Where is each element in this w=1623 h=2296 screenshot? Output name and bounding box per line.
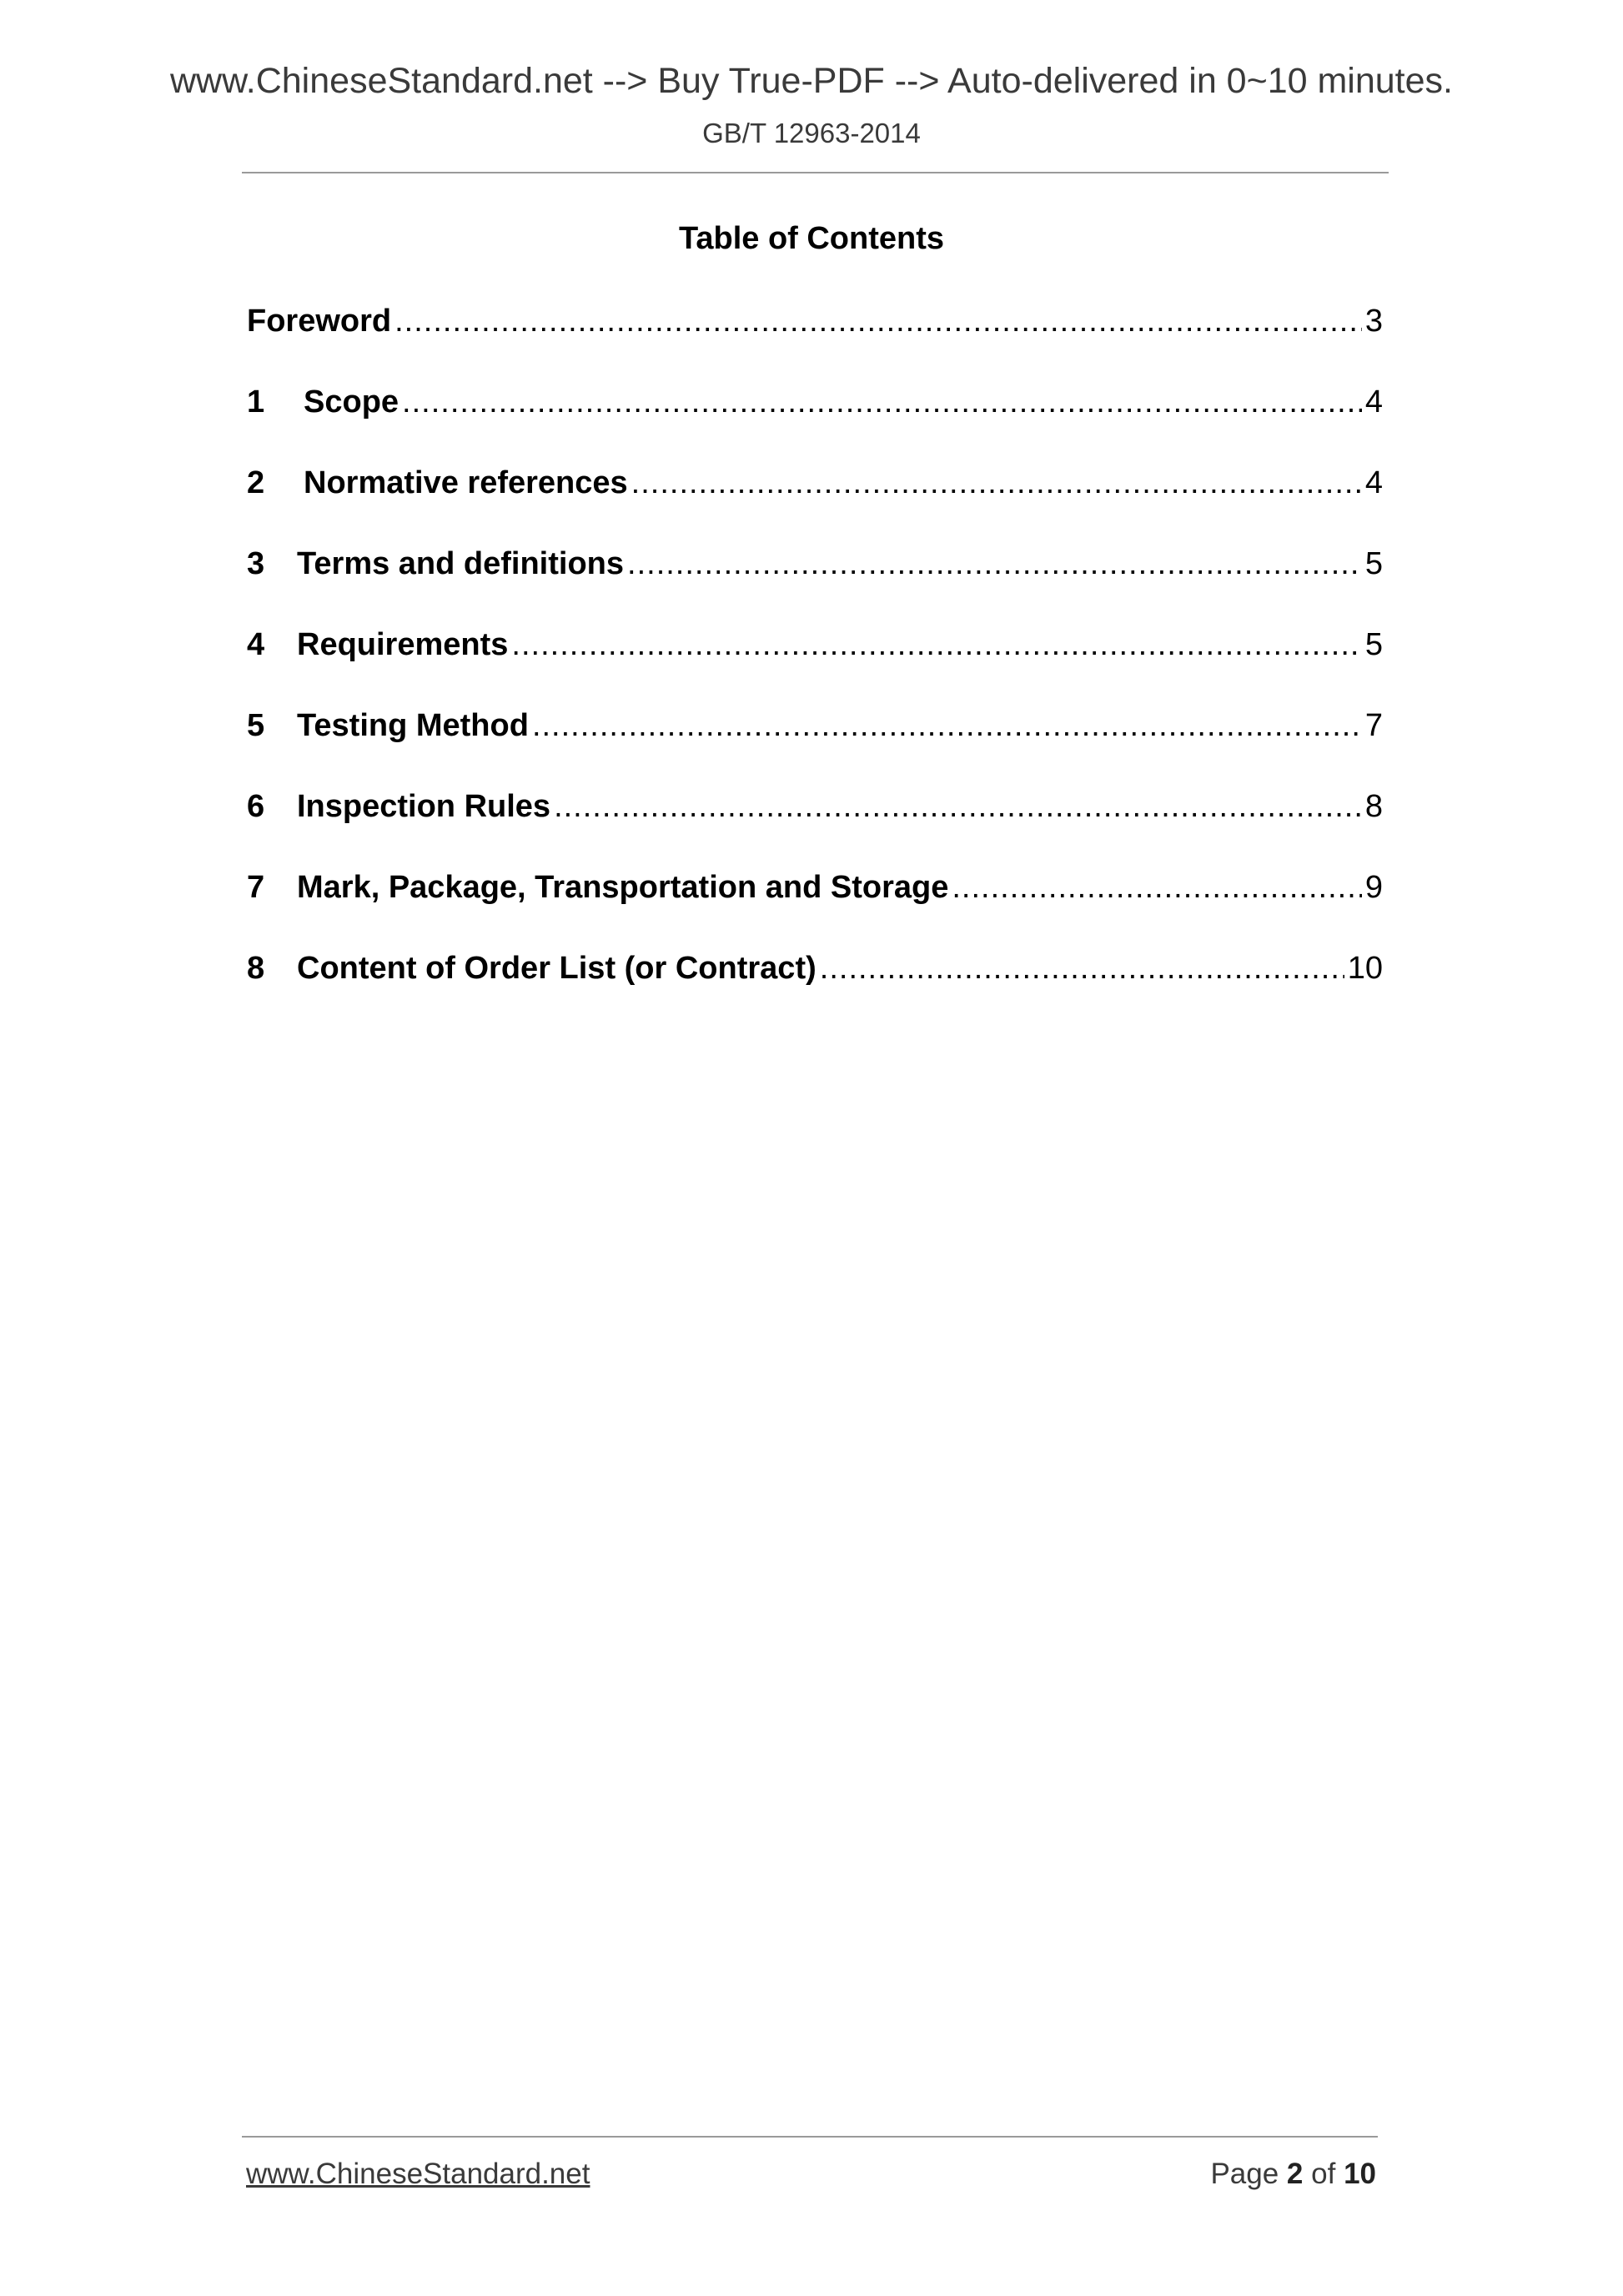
footer-divider [242,2136,1378,2138]
page-of-label: of [1311,2158,1336,2190]
current-page-number: 2 [1286,2158,1304,2190]
header-banner: www.ChineseStandard.net --> Buy True-PDF --> Auto-delivered in 0~10 minutes. [169,61,1453,101]
toc-entry-normative-references[interactable] [247,462,1383,504]
toc-entry-page: 5 [1364,546,1383,581]
toc-entry-testing-method[interactable] [247,705,1383,746]
toc-entry-number: 8 [247,951,265,986]
toc-entry-label: Terms and definitions [297,546,625,581]
toc-entry-label: Content of Order List (or Contract) [297,951,817,986]
toc-entry-number: 5 [247,708,265,743]
toc-entry-content-of-order-list[interactable] [247,947,1383,989]
toc-leader-dots [394,300,1362,342]
toc-entry-page: 3 [1364,304,1383,339]
toc-entry-mark-package-transportation-storage[interactable] [247,867,1383,908]
document-code: GB/T 12963-2014 [702,118,921,148]
toc-entry-page: 9 [1364,870,1383,905]
toc-entry-number: 4 [247,627,265,662]
toc-entry-page: 10 [1347,951,1383,986]
page-number [1210,2158,1376,2191]
total-page-count: 10 [1344,2158,1376,2190]
toc-entry-inspection-rules[interactable] [247,786,1383,827]
toc-entry-page: 4 [1364,465,1383,500]
toc-leader-dots [511,624,1361,666]
toc-entry-number: 7 [247,870,265,905]
toc-entry-label: Foreword [247,304,392,339]
footer-website-link[interactable]: www.ChineseStandard.net [246,2158,590,2190]
toc-entry-number: 2 [247,465,265,500]
toc-leader-dots [402,381,1362,423]
toc-title: Table of Contents [678,221,945,256]
toc-entry-page: 5 [1364,627,1383,662]
page-label: Page [1210,2158,1279,2190]
toc-entry-number: 6 [247,789,265,824]
toc-entry-requirements[interactable] [247,624,1383,666]
toc-leader-dots [952,867,1362,908]
toc-leader-dots [554,786,1362,827]
header-divider [242,172,1389,173]
toc-entry-label: Normative references [304,465,628,500]
toc-leader-dots [627,543,1362,585]
toc-leader-dots [532,705,1362,746]
toc-leader-dots [820,947,1344,989]
toc-entry-scope[interactable] [247,381,1383,423]
toc-entry-label: Inspection Rules [297,789,551,824]
toc-entry-number: 1 [247,384,265,420]
toc-entry-page: 7 [1364,708,1383,743]
toc-leader-dots [631,462,1362,504]
toc-entry-page: 4 [1364,384,1383,420]
toc-entry-page: 8 [1364,789,1383,824]
toc-entry-label: Mark, Package, Transportation and Storage [297,870,949,905]
toc-entry-terms-and-definitions[interactable] [247,543,1383,585]
toc-entry-foreword[interactable] [247,300,1383,342]
toc-entry-label: Requirements [297,627,509,662]
toc-entry-label: Testing Method [297,708,529,743]
toc-entry-label: Scope [304,384,399,420]
toc-entry-number: 3 [247,546,265,581]
